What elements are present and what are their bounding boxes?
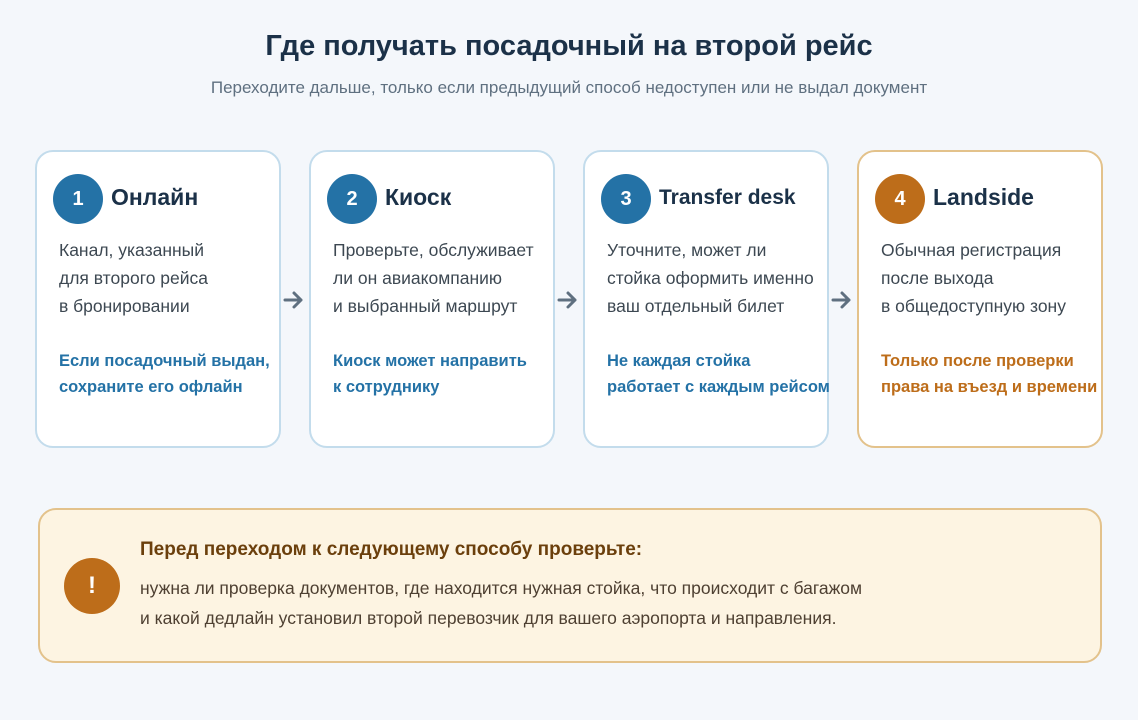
step-note-line: Только после проверки <box>881 352 1074 370</box>
step-description-line: для второго рейса <box>59 268 209 288</box>
step-number-badge: 1 <box>53 174 103 224</box>
step-title: Transfer desk <box>659 186 796 209</box>
step-note-line: работает с каждым рейсом <box>607 378 830 396</box>
step-number-badge: 2 <box>327 174 377 224</box>
step-note-line: Киоск может направить <box>333 352 527 370</box>
step-card-transfer-desk <box>583 150 829 448</box>
step-note <box>607 348 835 400</box>
warning-callout <box>38 508 1102 663</box>
exclamation-icon: ! <box>64 558 120 614</box>
step-note-line: Не каждая стойка <box>607 352 751 370</box>
step-description-line: в бронировании <box>59 296 190 316</box>
step-note-line: к сотруднику <box>333 378 440 396</box>
step-number-badge: 3 <box>601 174 651 224</box>
step-description-line: ли он авиакомпанию <box>333 268 503 288</box>
callout-text <box>140 573 862 633</box>
step-description-line: стойка оформить именно <box>607 268 814 288</box>
callout-text-line: нужна ли проверка документов, где находится нужная стойка, что происходит с багажом <box>140 578 863 598</box>
step-description-line: Проверьте, обслуживает <box>333 240 534 260</box>
step-description-line: Уточните, может ли <box>607 240 767 260</box>
callout-text-line: и какой дедлайн установил второй перевозчик для вашего аэропорта и направления. <box>140 608 837 628</box>
step-number-badge: 4 <box>875 174 925 224</box>
step-note <box>59 348 287 400</box>
step-description-line: после выхода <box>881 268 994 288</box>
arrow-right-icon <box>830 288 854 312</box>
arrow-right-icon <box>556 288 580 312</box>
step-description <box>607 236 829 320</box>
step-description-line: Обычная регистрация <box>881 240 1062 260</box>
callout-title: Перед переходом к следующему способу проверьте: <box>140 539 643 560</box>
step-description <box>333 236 555 320</box>
step-note-line: сохраните его офлайн <box>59 378 243 396</box>
page-title: Где получать посадочный на второй рейс <box>265 30 873 62</box>
step-card-landside <box>857 150 1103 448</box>
step-note <box>881 348 1109 400</box>
page-subtitle: Переходите дальше, только если предыдущий способ недоступен или не выдал документ <box>210 78 928 97</box>
step-title: Landside <box>933 184 1034 210</box>
step-note <box>333 348 561 400</box>
step-description-line: в общедоступную зону <box>881 296 1066 316</box>
arrow-right-icon <box>282 288 306 312</box>
step-note-line: права на въезд и времени <box>881 378 1098 396</box>
step-description <box>881 236 1103 320</box>
step-description-line: ваш отдельный билет <box>607 296 785 316</box>
step-note-line: Если посадочный выдан, <box>59 352 270 370</box>
step-description-line: и выбранный маршрут <box>333 296 518 316</box>
step-description <box>59 236 281 320</box>
step-card-online <box>35 150 281 448</box>
step-title: Киоск <box>385 184 452 210</box>
step-title: Онлайн <box>111 184 199 210</box>
step-card-kiosk <box>309 150 555 448</box>
step-description-line: Канал, указанный <box>59 240 205 260</box>
